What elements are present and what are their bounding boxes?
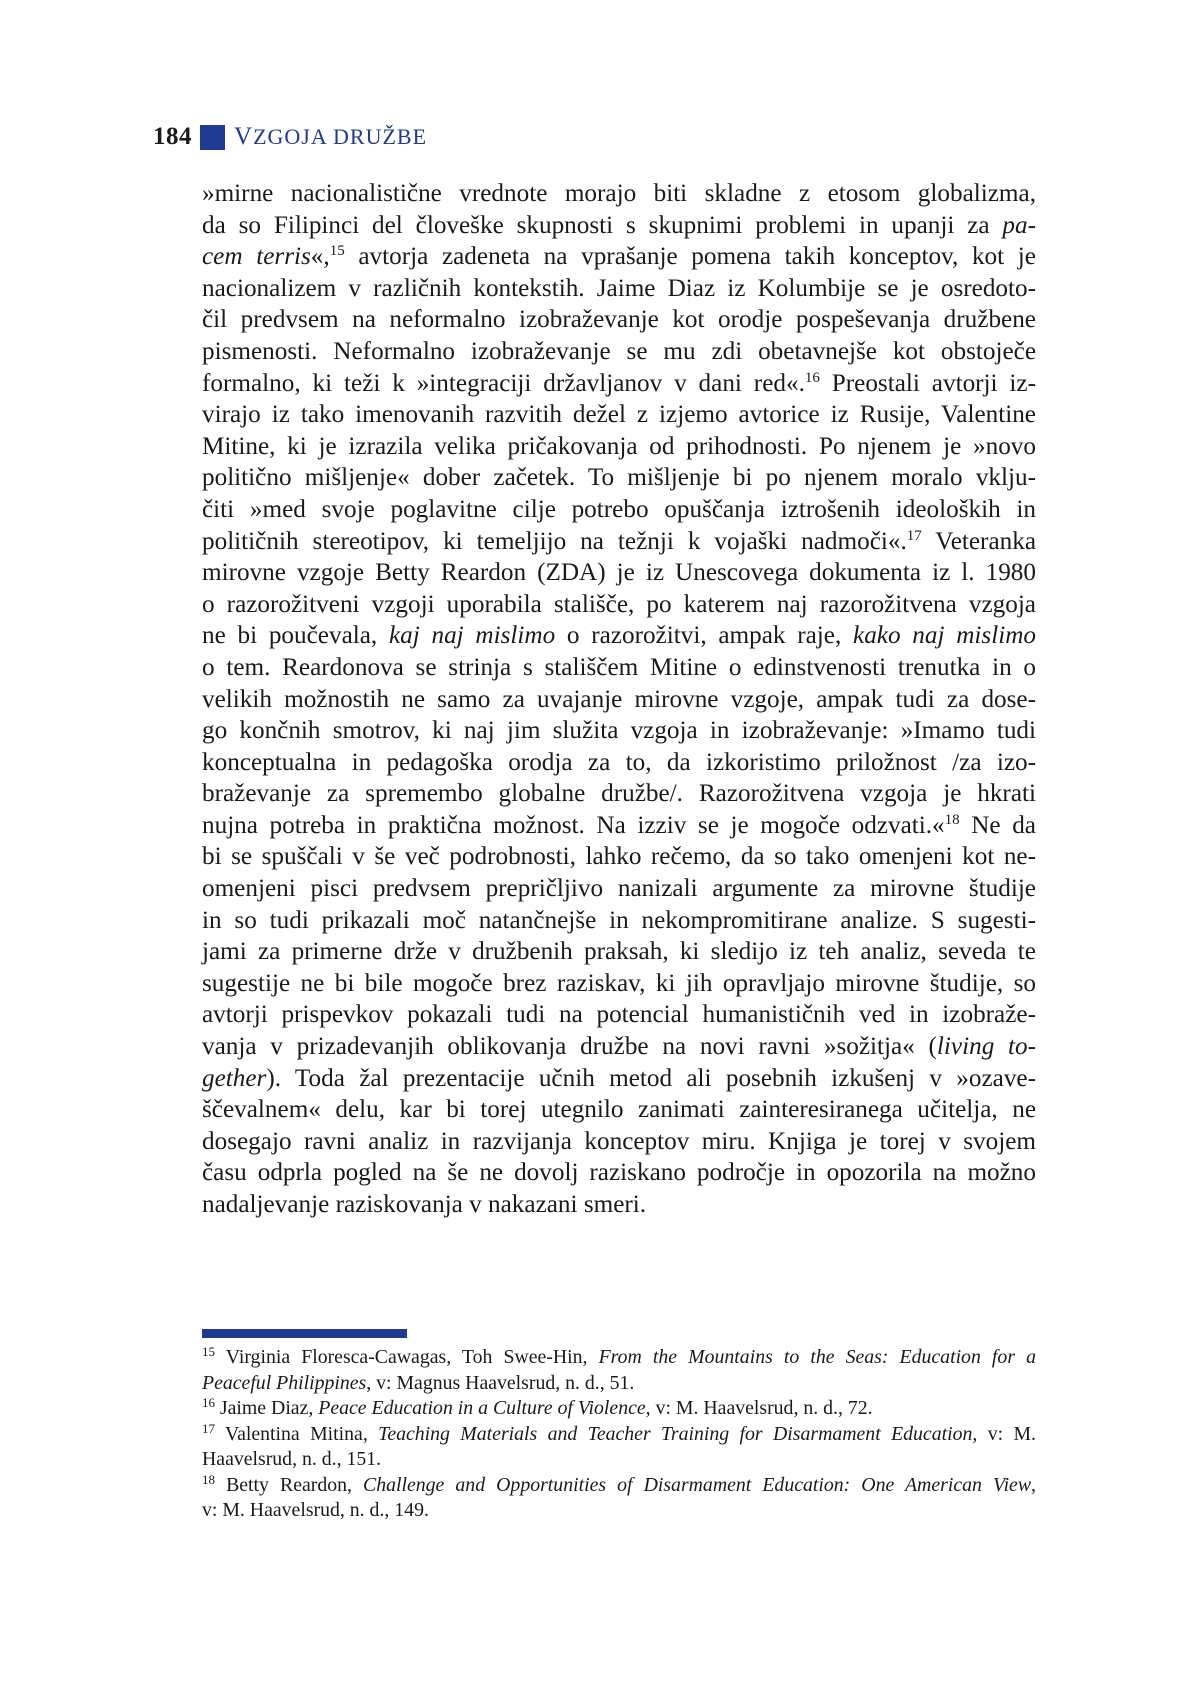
page-number: 184 [153, 123, 192, 150]
running-title-rest: ZGOJA DRUŽBE [253, 124, 428, 149]
body-line [202, 684, 1036, 716]
body-line [202, 241, 1036, 273]
text-run: Haavelsrud, n. d., 151. [202, 1448, 382, 1470]
body-line [202, 1157, 1036, 1189]
text-run: »mirne nacionalistične vrednote morajo biti skladne z etosom globalizma, [202, 180, 1036, 207]
text-run: avtorji prispevkov pokazali tudi na potencial humanističnih ved in izobraže- [202, 1001, 1036, 1029]
italic-text: From the Mountains to the Seas: Education for a [598, 1346, 1036, 1368]
footnote-line [202, 1396, 1036, 1422]
italic-text: Peace Education in a Culture of Violence [318, 1397, 646, 1419]
running-title-initial: V [234, 123, 254, 150]
text-run: ne bi poučevala, [202, 622, 389, 650]
body-line [202, 620, 1036, 652]
text-run: da so Filipinci del človeške skupnosti s skupnimi problemi in upanji za [202, 211, 1003, 239]
text-run: političnih stereotipov, ki temeljijo na težnji k vojaški nadmoči«. [202, 527, 907, 555]
body-line [202, 210, 1036, 242]
header-square-ornament [200, 125, 225, 150]
italic-text: Teaching Materials and Teacher Training for Disarmament Education [378, 1422, 973, 1445]
body-line [202, 431, 1036, 463]
body-line [202, 494, 1036, 526]
footnote-line [202, 1473, 1036, 1499]
text-run: , v: M. Haavelsrud, n. d., 72. [645, 1397, 873, 1419]
footnote-line [202, 1422, 1036, 1448]
text-run: v: M. Haavelsrud, n. d., 149. [202, 1499, 429, 1521]
body-line [202, 968, 1036, 1000]
text-run: Ne da [959, 811, 1036, 839]
body-line [202, 1189, 1036, 1221]
footnote-line [202, 1498, 1036, 1524]
body-line [202, 399, 1036, 431]
text-run: pismenosti. Neformalno izobraževanje se mu zdi obetavnejše kot obstoječe [202, 337, 1036, 365]
text-run: času odprla pogled na še ne dovolj raziskano področje in opozorila na možno [202, 1159, 1036, 1187]
body-line [202, 304, 1036, 336]
italic-text: kaj naj mislimo [388, 622, 556, 650]
body-line [202, 1031, 1036, 1063]
text-run: Valentina Mitina, [215, 1422, 379, 1445]
body-line [202, 936, 1036, 968]
footnote-marker: 16 [202, 1395, 215, 1410]
footnote-line [202, 1345, 1036, 1371]
text-run: Mitine, ki je izrazila velika pričakovanja od prihodnosti. Po njenem je »novo [202, 432, 1036, 460]
footnote-marker: 17 [202, 1420, 215, 1436]
body-line [202, 589, 1036, 621]
text-run: Veteranka [921, 527, 1036, 555]
body-line [202, 557, 1036, 589]
text-run: bi se spuščali v še več podrobnosti, lahko rečemo, da so tako omenjeni kot ne- [202, 843, 1036, 871]
text-run: nadaljevanje raziskovanja v nakazani smeri. [202, 1191, 647, 1218]
text-run: čil predvsem na neformalno izobraževanje kot orodje pospeševanja družbene [202, 306, 1036, 334]
body-line [202, 873, 1036, 905]
footnote-marker: 18 [202, 1471, 215, 1487]
body-line [202, 999, 1036, 1031]
body-line [202, 368, 1036, 400]
running-title [234, 123, 427, 151]
text-run: nacionalizem v različnih kontekstih. Jaime Diaz iz Kolumbije se je osredoto- [202, 274, 1036, 302]
body-line [202, 178, 1036, 210]
text-run: «, [310, 243, 330, 271]
body-text [202, 178, 1036, 1221]
text-run: , [1031, 1473, 1036, 1496]
text-run: omenjeni pisci predvsem prepričljivo nanizali argumente za mirovne študije [202, 875, 1036, 903]
italic-text: Peaceful Philippines [202, 1371, 367, 1394]
body-line [202, 747, 1036, 779]
text-run: Jaime Diaz, [215, 1397, 319, 1419]
body-line [202, 526, 1036, 558]
text-run: Preostali avtorji iz- [819, 369, 1036, 397]
text-run: mirovne vzgoje Betty Reardon (ZDA) je iz Unescovega dokumenta iz l. 1980 [202, 559, 1036, 587]
text-run: čiti »med svoje poglavitne cilje potrebo opuščanja iztrošenih ideoloških in [202, 495, 1036, 523]
body-line [202, 1063, 1036, 1095]
body-line [202, 810, 1036, 842]
text-run: braževanje za spremembo globalne družbe/. Razorožitvena vzgoja je hkrati [202, 780, 1036, 808]
text-run: dosegajo ravni analiz in razvijanja konceptov miru. Knjiga je torej v svojem [202, 1127, 1036, 1155]
body-line [202, 715, 1036, 747]
text-run: ). Toda žal prezentacije učnih metod ali posebnih izkušenj v »ozave- [266, 1064, 1036, 1092]
text-run: o tem. Reardonova se strinja s stališčem Mitine o edinstvenosti trenutka in o [202, 653, 1036, 681]
footnote-line [202, 1447, 1036, 1473]
text-run: vanja v prizadevanjih oblikovanja družbe na novi ravni »sožitja« ( [202, 1033, 937, 1061]
italic-text: living to- [936, 1033, 1036, 1061]
body-line [202, 905, 1036, 937]
text-run: go končnih smotrov, ki naj jim služita vzgoja in izobraževanje: »Imamo tudi [202, 717, 1036, 745]
text-run: , v: M. [972, 1422, 1036, 1445]
italic-text: pa- [1002, 211, 1036, 239]
text-run: avtorja zadeneta na vprašanje pomena takih konceptov, kot je [344, 243, 1036, 271]
body-line [202, 1094, 1036, 1126]
text-run: formalno, ki teži k »integraciji državljanov v dani red«. [202, 369, 805, 397]
running-header [153, 120, 427, 154]
text-run: Virginia Floresca-Cawagas, Toh Swee-Hin, [215, 1346, 599, 1368]
footnote-separator-rule [202, 1329, 407, 1338]
body-line [202, 1126, 1036, 1158]
footnote-marker: 18 [944, 811, 960, 828]
text-run: jami za primerne drže v družbenih praksah, ki sledijo iz teh analiz, seveda te [202, 938, 1036, 966]
body-line [202, 652, 1036, 684]
italic-text: kako naj mislimo [853, 622, 1036, 650]
text-run: konceptualna in pedagoška orodja za to, da izkoristimo priložnost /za izo- [202, 748, 1036, 776]
text-run: in so tudi prikazali moč natančnejše in nekompromitirane analize. S sugesti- [202, 906, 1036, 934]
text-run: ščevalnem« delu, kar bi torej utegnilo zanimati zainteresiranega učitelja, ne [202, 1096, 1036, 1124]
text-run: o razorožitveni vzgoji uporabila stališče, po katerem naj razorožitvena vzgoja [202, 590, 1036, 618]
footnote-marker: 17 [906, 527, 922, 544]
body-line [202, 778, 1036, 810]
text-run: Betty Reardon, [215, 1473, 364, 1496]
text-run: velikih možnostih ne samo za uvajanje mirovne vzgoje, ampak tudi za dose- [202, 685, 1036, 713]
text-run: sugestije ne bi bile mogoče brez raziskav, ki jih opravljajo mirovne študije, so [202, 969, 1036, 997]
footnote-marker: 15 [202, 1344, 215, 1359]
text-run: politično mišljenje« dober začetek. To mišljenje bi po njenem moralo vklju- [202, 464, 1036, 492]
italic-text: cem terris [202, 243, 311, 271]
footnote-marker: 15 [329, 243, 345, 260]
text-run: virajo iz tako imenovanih razvitih dežel z izjemo avtorice iz Rusije, Valentine [202, 401, 1036, 429]
text-run: o razorožitvi, ampak raje, [555, 622, 854, 650]
text-run: , v: Magnus Haavelsrud, n. d., 51. [366, 1371, 635, 1394]
body-line [202, 336, 1036, 368]
italic-text: Challenge and Opportunities of Disarmament Education: One American View [363, 1473, 1032, 1496]
body-line [202, 462, 1036, 494]
body-line [202, 841, 1036, 873]
footnote-line [202, 1371, 1036, 1397]
footnote-marker: 16 [804, 369, 820, 386]
footnotes [202, 1345, 1036, 1524]
body-line [202, 273, 1036, 305]
text-run: nujna potreba in praktična možnost. Na izziv se je mogoče odzvati.« [202, 811, 945, 839]
italic-text: gether [202, 1064, 267, 1092]
